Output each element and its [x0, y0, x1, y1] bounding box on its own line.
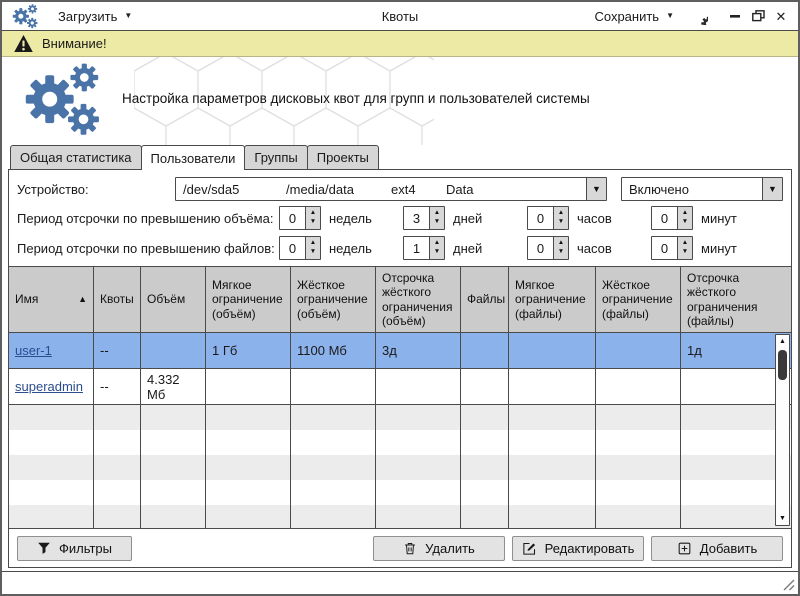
files-hours-group — [527, 236, 651, 260]
spinner-value[interactable]: 1 — [412, 240, 421, 256]
warning-triangle-icon — [14, 35, 33, 52]
spin-down-icon[interactable]: ▼ — [309, 218, 317, 225]
tab-groups[interactable]: Группы — [244, 145, 307, 169]
app-description: Настройка параметров дисковых квот для групп и пользователей системы — [122, 91, 590, 106]
app-header — [2, 57, 798, 145]
cell-hard-volume — [291, 369, 376, 404]
weeks-unit-label: недель — [329, 210, 372, 226]
column-label: Имя — [15, 292, 39, 307]
spin-up-icon[interactable]: ▲ — [309, 239, 317, 247]
grace-volume-row — [9, 203, 791, 233]
grace-files-label: Период отсрочки по превышению файлов: — [17, 240, 275, 256]
cell-quotas: -- — [94, 369, 141, 404]
spin-down-icon[interactable]: ▼ — [557, 218, 565, 225]
spinner-value[interactable]: 3 — [412, 210, 421, 226]
dropdown-icon: ▼ — [592, 183, 601, 194]
scroll-down-button[interactable]: ▼ — [779, 515, 786, 522]
files-minutes-group — [651, 236, 775, 260]
add-plus-icon — [677, 541, 692, 556]
spinner-value[interactable]: 0 — [288, 240, 297, 256]
cell-soft-volume — [206, 369, 291, 404]
close-button[interactable] — [774, 9, 788, 23]
cell-name — [9, 369, 94, 404]
cell-quotas: -- — [94, 333, 141, 368]
edit-label: Редактировать — [544, 540, 635, 556]
dropdown-icon: ▼ — [768, 183, 777, 194]
user-link[interactable]: user-1 — [15, 343, 52, 358]
spinner-buttons[interactable] — [305, 237, 320, 259]
maximize-icon — [752, 10, 765, 22]
save-menu-label: Сохранить — [594, 8, 660, 24]
cell-volume: 4.332 Мб — [141, 369, 206, 404]
spin-up-icon[interactable]: ▲ — [433, 239, 441, 247]
title-bar — [2, 2, 798, 31]
spin-down-icon[interactable]: ▼ — [557, 248, 565, 255]
cell-name — [9, 333, 94, 368]
cell-files — [461, 369, 509, 404]
spin-up-icon[interactable]: ▲ — [681, 209, 689, 217]
column-header-quotas[interactable]: Квоты — [94, 267, 141, 332]
column-header-volume[interactable]: Объём — [141, 267, 206, 332]
scroll-up-button[interactable]: ▲ — [779, 338, 786, 345]
spin-up-icon[interactable]: ▲ — [557, 239, 565, 247]
settings-gear-button[interactable] — [694, 9, 708, 23]
maximize-button[interactable] — [751, 9, 765, 23]
spin-down-icon[interactable]: ▼ — [681, 248, 689, 255]
save-menu-button[interactable] — [590, 7, 678, 26]
minimize-icon — [730, 10, 741, 22]
add-label: Добавить — [699, 540, 758, 556]
filter-funnel-icon — [37, 541, 51, 555]
filters-label: Фильтры — [58, 540, 112, 556]
tab-users[interactable]: Пользователи — [141, 145, 246, 170]
cell-soft-volume: 1 Гб — [206, 333, 291, 368]
device-label: Устройство: — [17, 181, 89, 197]
column-header-grace-volume[interactable]: Отсрочка жёсткого ограничения (объём) — [376, 267, 461, 332]
cell-grace-volume: 3д — [376, 333, 461, 368]
grace-volume-label: Период отсрочки по превышению объёма: — [17, 210, 274, 226]
days-unit-label: дней — [453, 240, 483, 256]
cell-grace-files: 1д — [687, 343, 702, 358]
days-unit-label: дней — [453, 210, 483, 226]
empty-row — [9, 405, 791, 430]
delete-button[interactable] — [373, 536, 505, 561]
volume-days-group — [403, 206, 527, 230]
spin-up-icon[interactable]: ▲ — [681, 239, 689, 247]
delete-label: Удалить — [425, 540, 475, 556]
cell-grace-volume — [376, 369, 461, 404]
column-header-soft-volume[interactable]: Мягкое ограничение (объём) — [206, 267, 291, 332]
spinner-buttons[interactable] — [553, 237, 568, 259]
table-row-superadmin[interactable] — [9, 369, 791, 405]
column-header-name[interactable] — [9, 267, 94, 332]
caret-down-icon: ▼ — [124, 11, 133, 20]
files-days-group — [403, 236, 527, 260]
cell-volume — [141, 333, 206, 368]
filters-button[interactable] — [17, 536, 132, 561]
device-row — [9, 170, 791, 203]
quota-gears-icon — [24, 63, 106, 142]
spinner-value[interactable]: 0 — [536, 240, 545, 256]
action-bar — [9, 528, 791, 567]
column-header-hard-volume[interactable]: Жёсткое ограничение (объём) — [291, 267, 376, 332]
trash-icon — [403, 541, 417, 556]
files-minutes-spinner[interactable] — [651, 236, 693, 260]
volume-weeks-group — [279, 206, 403, 230]
volume-days-spinner[interactable] — [403, 206, 445, 230]
device-path: /dev/sda5 — [183, 181, 240, 197]
status-bar — [2, 571, 798, 594]
spin-up-icon[interactable]: ▲ — [557, 209, 565, 217]
device-volname: Data — [446, 181, 474, 197]
minutes-unit-label: минут — [701, 240, 737, 256]
volume-hours-spinner[interactable] — [527, 206, 569, 230]
minutes-unit-label: минут — [701, 210, 737, 226]
close-icon: ✕ — [775, 8, 787, 24]
device-select[interactable] — [175, 177, 607, 201]
spin-up-icon[interactable]: ▲ — [433, 209, 441, 217]
table-vertical-scrollbar[interactable] — [775, 334, 790, 526]
column-header-hard-files[interactable]: Жёсткое ограничение (файлы) — [596, 267, 681, 332]
quota-status-value: Включено — [629, 181, 689, 197]
cell-soft-files — [509, 369, 596, 404]
grace-files-row — [9, 233, 791, 263]
hours-unit-label: часов — [577, 240, 612, 256]
device-mountpoint: /media/data — [286, 181, 354, 197]
warning-text: Внимание! — [42, 36, 107, 51]
spin-down-icon[interactable]: ▼ — [681, 218, 689, 225]
files-hours-spinner[interactable] — [527, 236, 569, 260]
cell-hard-files — [596, 333, 681, 368]
device-value — [176, 182, 586, 197]
tab-projects[interactable]: Проекты — [307, 145, 379, 169]
cell-hard-files — [596, 369, 681, 404]
empty-row — [9, 480, 791, 505]
spinner-buttons[interactable] — [429, 207, 444, 229]
scrollbar-thumb[interactable] — [778, 350, 787, 380]
minimize-button[interactable] — [728, 9, 742, 23]
tab-bar — [2, 145, 798, 169]
edit-pencil-icon — [522, 541, 537, 556]
spinner-buttons[interactable] — [677, 237, 692, 259]
load-menu-label: Загрузить — [58, 8, 118, 24]
sort-asc-icon: ▲ — [78, 294, 87, 305]
spinner-buttons[interactable] — [429, 237, 444, 259]
weeks-unit-label: недель — [329, 240, 372, 256]
spinner-value[interactable]: 0 — [536, 210, 545, 226]
device-dropdown-button[interactable] — [586, 178, 606, 200]
warning-banner — [2, 31, 798, 57]
status-dropdown-button[interactable] — [762, 178, 782, 200]
files-weeks-spinner[interactable] — [279, 236, 321, 260]
spinner-buttons[interactable] — [553, 207, 568, 229]
spin-down-icon[interactable]: ▼ — [433, 218, 441, 225]
files-days-spinner[interactable] — [403, 236, 445, 260]
empty-row — [9, 430, 791, 455]
volume-minutes-spinner[interactable] — [651, 206, 693, 230]
volume-weeks-spinner[interactable] — [279, 206, 321, 230]
users-tab-panel — [8, 169, 792, 568]
spinner-value[interactable]: 0 — [660, 210, 669, 226]
files-weeks-group — [279, 236, 403, 260]
spinner-buttons[interactable] — [677, 207, 692, 229]
quota-status-select[interactable] — [621, 177, 783, 201]
cell-files — [461, 333, 509, 368]
table-header-row — [9, 267, 791, 333]
spinner-buttons[interactable] — [305, 207, 320, 229]
load-menu-button[interactable] — [54, 7, 136, 26]
device-fs: ext4 — [391, 181, 416, 197]
cell-hard-volume: 1100 Мб — [291, 333, 376, 368]
spin-down-icon[interactable]: ▼ — [433, 248, 441, 255]
volume-hours-group — [527, 206, 651, 230]
resize-grip[interactable] — [782, 578, 795, 591]
quota-table — [9, 266, 791, 528]
empty-row — [9, 455, 791, 480]
column-header-files[interactable]: Файлы — [461, 267, 509, 332]
spinner-value[interactable]: 0 — [660, 240, 669, 256]
empty-row — [9, 505, 791, 528]
user-link[interactable]: superadmin — [15, 379, 83, 394]
edit-button[interactable] — [512, 536, 644, 561]
volume-minutes-group — [651, 206, 775, 230]
caret-down-icon: ▼ — [666, 11, 674, 20]
add-button[interactable] — [651, 536, 783, 561]
hours-unit-label: часов — [577, 210, 612, 226]
spin-up-icon[interactable]: ▲ — [309, 209, 317, 217]
spinner-value[interactable]: 0 — [288, 210, 297, 226]
column-header-grace-files[interactable]: Отсрочка жёсткого ограничения (файлы) — [687, 270, 758, 328]
spin-down-icon[interactable]: ▼ — [309, 248, 317, 255]
window-title: Квоты — [381, 8, 419, 24]
table-row-user-1[interactable] — [9, 333, 791, 369]
cell-soft-files — [509, 333, 596, 368]
column-header-soft-files[interactable]: Мягкое ограничение (файлы) — [509, 267, 596, 332]
app-gears-logo-icon — [12, 4, 40, 29]
tab-general-statistics[interactable]: Общая статистика — [10, 145, 142, 169]
